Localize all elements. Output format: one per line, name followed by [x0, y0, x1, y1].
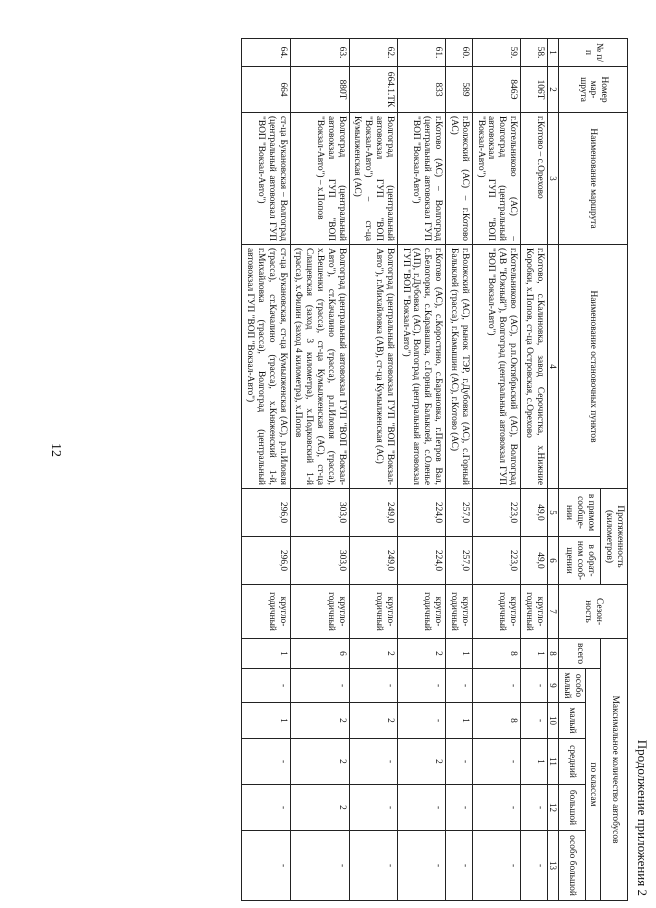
length-backward: 223,0	[472, 537, 520, 585]
route-number: 846Э	[472, 67, 520, 113]
stops-list: Волгоград (центральный автовокзал ГУП "ВОП "Вокзал-Авто"), ст.Качалино (трасса), р.п.Иловля (трасса), х.Вешенки (трасса), ст-ца Кумылженская (АС), ст-ца Слащевская (заход 3 километра), х.Подковский 1-й (трасса), х.Филин (заход 4 километра), х.Попов	[290, 245, 349, 489]
seasonality: кругло-годичный	[349, 585, 397, 639]
header-by-class: по классам	[585, 669, 601, 901]
bus-total: 2	[397, 639, 445, 669]
header-max-count: Максимальное количество автобусов	[601, 639, 628, 901]
table-row	[349, 39, 397, 901]
column-number-row	[547, 39, 558, 901]
seasonality: кругло-годичный	[472, 585, 520, 639]
length-backward: 257,0	[446, 537, 473, 585]
route-name: г.Котово (АС) – Волгоград (центральный автовокзал ГУП "ВОП "Вокзал-Авто")	[397, 113, 445, 245]
bus-extra-large: -	[290, 831, 349, 901]
row-number: 60.	[446, 39, 473, 67]
header-num: № п/п	[558, 39, 627, 67]
row-number: 62.	[349, 39, 397, 67]
table-row	[446, 39, 473, 901]
stops-list: Волгоград (центральный автовокзал ГУП "ВОП "Вокзал-Авто"), г.Михайловка (АВ), ст-ца Кумылженская (АС)	[349, 245, 397, 489]
page-number: 12	[48, 443, 63, 457]
length-backward: 224,0	[397, 537, 445, 585]
bus-total: 1	[520, 639, 547, 669]
length-forward: 303,0	[290, 489, 349, 537]
header-stops: Наименование остановочных пунктов	[558, 245, 627, 489]
table-body	[242, 39, 547, 901]
length-forward: 223,0	[472, 489, 520, 537]
bus-total: 2	[349, 639, 397, 669]
column-number: 12	[547, 785, 558, 831]
seasonality: кругло-годичный	[290, 585, 349, 639]
header-backward: в обрат-ном сооб-щении	[558, 537, 600, 585]
header-forward: в прямом сообще-нии	[558, 489, 600, 537]
route-name: ст-ца Букановская – Волгоград (центральный автовокзал ГУП "ВОП "Вокзал-Авто")	[242, 113, 290, 245]
column-number: 7	[547, 585, 558, 639]
column-number: 10	[547, 703, 558, 739]
document-page	[60, 34, 656, 904]
route-name: г.Котово – с.Орехово	[520, 113, 547, 245]
bus-extra-small: -	[446, 669, 473, 703]
column-number: 11	[547, 739, 558, 785]
table-row	[290, 39, 349, 901]
bus-large: -	[446, 785, 473, 831]
row-number: 61.	[397, 39, 445, 67]
header-route-name: Наименование маршрута	[558, 113, 627, 245]
bus-small: -	[520, 703, 547, 739]
seasonality: кругло-годичный	[520, 585, 547, 639]
header-small: малый	[558, 703, 585, 739]
column-number: 3	[547, 113, 558, 245]
column-number: 13	[547, 831, 558, 901]
header-length: Протяженность (километров)	[601, 489, 628, 585]
bus-total: 1	[446, 639, 473, 669]
bus-medium: -	[472, 739, 520, 785]
bus-large: -	[397, 785, 445, 831]
routes-table	[241, 38, 628, 901]
stops-list: г.Волжский (АС), рынок ТЭР, г.Дубовка (АС), с.Горный Балыклей (трасса), г.Камышин (АС), г.Котово (АС)	[446, 245, 473, 489]
column-number: 4	[547, 245, 558, 489]
bus-small: 1	[446, 703, 473, 739]
bus-extra-small: -	[242, 669, 290, 703]
length-forward: 224,0	[397, 489, 445, 537]
bus-small: -	[397, 703, 445, 739]
length-backward: 303,0	[290, 537, 349, 585]
bus-extra-small: -	[290, 669, 349, 703]
bus-large: -	[242, 785, 290, 831]
column-number: 8	[547, 639, 558, 669]
header-medium: средний	[558, 739, 585, 785]
length-backward: 296,0	[242, 537, 290, 585]
route-number: 880Т	[290, 67, 349, 113]
length-forward: 257,0	[446, 489, 473, 537]
route-number: 664	[242, 67, 290, 113]
stops-list: г.Котово (АС), с.Коростино, с.Барановка, г.Петров Вал, с.Белогорки, с.Каравашка, с.Горный Балыклей, с.Оленье (АП), г.Дубовка (АС), Волгоград (центральный автовокзал ГУП "ВОП "Вокзал-Авто")	[397, 245, 445, 489]
column-number: 6	[547, 537, 558, 585]
row-number: 64.	[242, 39, 290, 67]
bus-small: 2	[290, 703, 349, 739]
seasonality: кругло-годичный	[397, 585, 445, 639]
length-forward: 249,0	[349, 489, 397, 537]
appendix-caption: Продолжение приложения 2	[635, 739, 650, 896]
header-large: большой	[558, 785, 585, 831]
bus-small: 2	[349, 703, 397, 739]
table-row	[520, 39, 547, 901]
bus-total: 8	[472, 639, 520, 669]
bus-extra-small: -	[472, 669, 520, 703]
column-number: 5	[547, 489, 558, 537]
row-number: 59.	[472, 39, 520, 67]
column-number: 9	[547, 669, 558, 703]
header-route-number: Номер мар-шрута	[558, 67, 627, 113]
route-name: г.Волжский (АС) – г.Котово (АС)	[446, 113, 473, 245]
bus-large: -	[349, 785, 397, 831]
bus-medium: 2	[290, 739, 349, 785]
bus-medium: 2	[397, 739, 445, 785]
bus-medium: -	[349, 739, 397, 785]
stops-list: ст-ца Букановская, ст-ца Кумылженская (АС), р.п.Иловля (трасса), ст.Качалино (трасса), х.Княженский 1-й, г.Михайловка (трасса), Волгоград (центральный автовокзал ГУП "ВОП "Вокзал-Авто")	[242, 245, 290, 489]
bus-extra-large: -	[520, 831, 547, 901]
bus-extra-small: -	[520, 669, 547, 703]
bus-total: 6	[290, 639, 349, 669]
bus-extra-large: -	[397, 831, 445, 901]
header-season: Сезон-ность	[558, 585, 627, 639]
bus-medium: -	[242, 739, 290, 785]
stops-list: г.Котельниково (АС), р.п.Октябрьский (АС), Волгоград (АВ "Южный"), Волгоград (центральный автовокзал ГУП "ВОП "Вокзал-Авто")	[472, 245, 520, 489]
bus-medium: 1	[520, 739, 547, 785]
length-forward: 296,0	[242, 489, 290, 537]
bus-large: -	[472, 785, 520, 831]
route-name: Волгоград (центральный автовокзал ГУП "ВОП "Вокзал-Авто") – ст-ца Кумылженская (АС)	[349, 113, 397, 245]
bus-small: 1	[242, 703, 290, 739]
length-backward: 249,0	[349, 537, 397, 585]
length-backward: 49,0	[520, 537, 547, 585]
bus-extra-large: -	[242, 831, 290, 901]
bus-total: 1	[242, 639, 290, 669]
header-total: всего	[558, 639, 600, 669]
stops-list: г.Котово, с.Калиновка, завод Серочистка, х.Нижние Коробки, х.Попов, ст-ца Островская, с.Орехово	[520, 245, 547, 489]
bus-large: 2	[290, 785, 349, 831]
route-number: 833	[397, 67, 445, 113]
route-name: г.Котельниково (АС) – Волгоград (центральный автовокзал ГУП "ВОП "Вокзал-Авто")	[472, 113, 520, 245]
table-row	[472, 39, 520, 901]
header-extra-large: особо большой	[558, 831, 585, 901]
bus-extra-large: -	[446, 831, 473, 901]
bus-extra-small: -	[397, 669, 445, 703]
route-number: 664.1.ТК	[349, 67, 397, 113]
column-number: 2	[547, 67, 558, 113]
bus-medium: -	[446, 739, 473, 785]
row-number: 63.	[290, 39, 349, 67]
seasonality: кругло-годичный	[242, 585, 290, 639]
seasonality: кругло-годичный	[446, 585, 473, 639]
bus-extra-large: -	[472, 831, 520, 901]
header-extra-small: особо малый	[558, 669, 585, 703]
route-number: 589	[446, 67, 473, 113]
bus-large: -	[520, 785, 547, 831]
table-row	[242, 39, 290, 901]
length-forward: 49,0	[520, 489, 547, 537]
column-number: 1	[547, 39, 558, 67]
route-number: 106Т	[520, 67, 547, 113]
row-number: 58.	[520, 39, 547, 67]
bus-extra-large: -	[349, 831, 397, 901]
route-name: Волгоград (центральный автовокзал ГУП "ВОП "Вокзал-Авто") – х.Попов	[290, 113, 349, 245]
bus-extra-small: -	[349, 669, 397, 703]
table-row	[397, 39, 445, 901]
bus-small: 8	[472, 703, 520, 739]
